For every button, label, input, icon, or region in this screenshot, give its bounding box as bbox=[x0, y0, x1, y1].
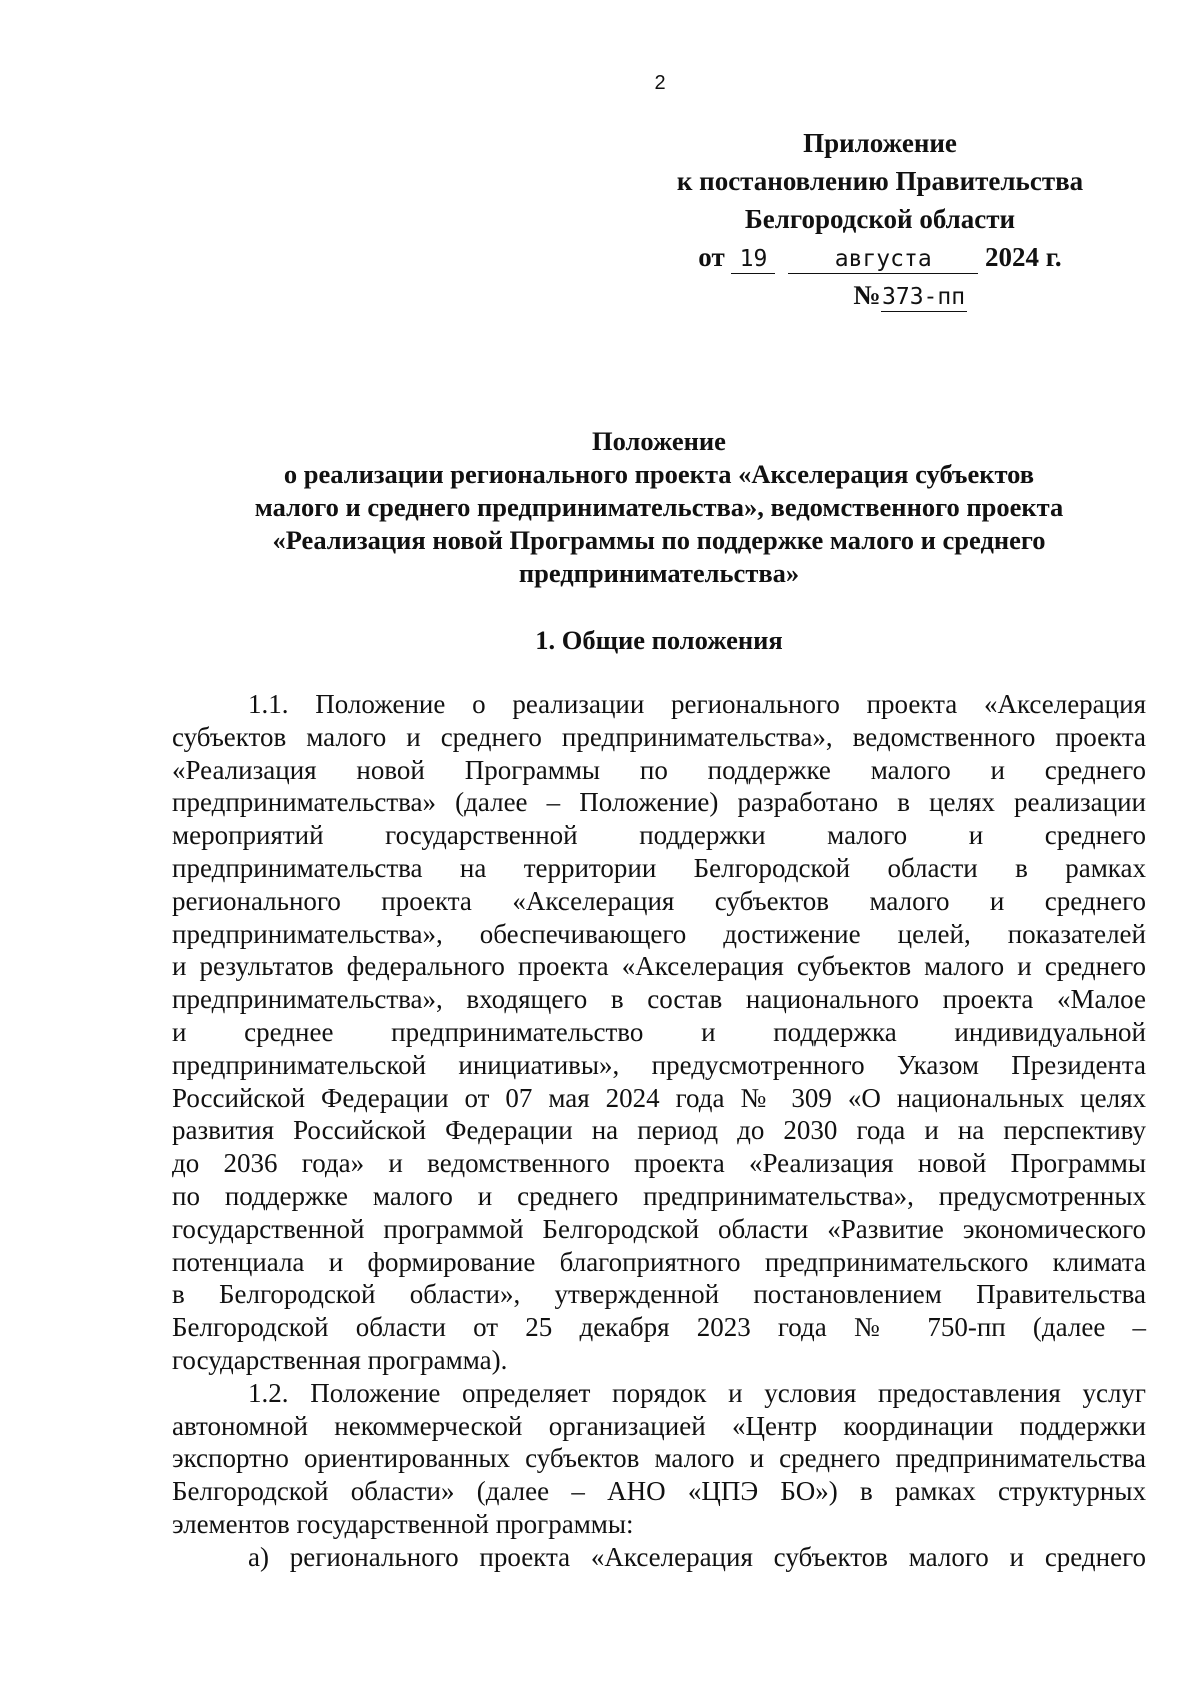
text-line: государственной программой Белгородской области «Развитие экономического bbox=[172, 1213, 1146, 1244]
text-line: до 2036 года» и ведомственного проекта «Реализация новой Программы bbox=[172, 1148, 1146, 1179]
text-line: по поддержке малого и среднего предпринимательства», предусмотренных bbox=[172, 1180, 1146, 1211]
document-title bbox=[172, 425, 1146, 590]
text-line: и среднее предпринимательство и поддержка индивидуальной bbox=[172, 1016, 1146, 1047]
resolution-number: 373-пп bbox=[882, 284, 966, 310]
text-line: предпринимательства» (далее – Положение) разработано в целях реализации bbox=[172, 787, 1146, 818]
text-line: мероприятий государственной поддержки малого и среднего bbox=[172, 820, 1146, 851]
text-line: предпринимательской инициативы», предусмотренного Указом Президента bbox=[172, 1049, 1146, 1080]
page-number: 2 bbox=[654, 72, 666, 94]
text-line: предпринимательства», обеспечивающего достижение целей, показателей bbox=[172, 918, 1146, 949]
title-line: о реализации регионального проекта «Акселерация субъектов bbox=[283, 459, 1035, 489]
appendix-resolution-line: к постановлению Правительства bbox=[676, 166, 1084, 196]
text-line: и результатов федерального проекта «Акселерация субъектов малого и среднего bbox=[172, 951, 1146, 982]
date-month: августа bbox=[788, 245, 978, 274]
appendix-title: Приложение bbox=[803, 128, 957, 158]
date-prefix: от bbox=[698, 242, 725, 272]
text-line: Белгородской области» (далее – АНО «ЦПЭ БО») в рамках структурных bbox=[172, 1476, 1146, 1507]
text-line: субъектов малого и среднего предпринимательства», ведомственного проекта bbox=[172, 721, 1146, 752]
text-line: 1.2. Положение определяет порядок и условия предоставления услуг bbox=[248, 1377, 1146, 1408]
text-line: регионального проекта «Акселерация субъектов малого и среднего bbox=[172, 885, 1146, 916]
text-line: потенциала и формирование благоприятного предпринимательского климата bbox=[172, 1246, 1146, 1277]
text-line: автономной некоммерческой организацией «Центр координации поддержки bbox=[172, 1410, 1146, 1441]
date-year: 2024 г. bbox=[984, 242, 1062, 272]
text-line: Белгородской области от 25 декабря 2023 года № 750-пп (далее – bbox=[172, 1312, 1146, 1343]
text-line: 1.1. Положение о реализации регионального проекта «Акселерация bbox=[248, 689, 1146, 719]
appendix-region-line: Белгородской области bbox=[744, 204, 1016, 234]
text-line: государственная программа). bbox=[172, 1344, 508, 1375]
text-line: «Реализация новой Программы по поддержке малого и среднего bbox=[172, 754, 1146, 785]
text-line: экспортно ориентированных субъектов малого и среднего предпринимательства bbox=[172, 1443, 1146, 1474]
number-prefix: № bbox=[853, 280, 881, 310]
date-day: 19 bbox=[731, 245, 775, 274]
text-line: элементов государственной программы: bbox=[172, 1508, 634, 1539]
body-text bbox=[172, 688, 1146, 1574]
text-line: а) регионального проекта «Акселерация субъектов малого и среднего bbox=[248, 1541, 1146, 1572]
title-line: малого и среднего предпринимательства», ведомственного проекта bbox=[254, 492, 1064, 522]
text-line: предпринимательства», входящего в состав национального проекта «Малое bbox=[172, 984, 1146, 1015]
text-line: развития Российской Федерации на период до 2030 года и на перспективу bbox=[172, 1115, 1146, 1146]
title-line: «Реализация новой Программы по поддержке малого и среднего bbox=[272, 525, 1046, 555]
text-line: в Белгородской области», утвержденной постановлением Правительства bbox=[172, 1279, 1146, 1310]
title-line: Положение bbox=[592, 426, 726, 456]
section-heading: 1. Общие положения bbox=[535, 625, 783, 655]
text-line: Российской Федерации от 07 мая 2024 года № 309 «О национальных целях bbox=[172, 1082, 1146, 1113]
appendix-block bbox=[660, 124, 1100, 314]
appendix-number-line bbox=[660, 276, 1100, 314]
appendix-date-line bbox=[660, 238, 1100, 276]
title-line: предпринимательства» bbox=[518, 558, 800, 588]
text-line: предпринимательства на территории Белгородской области в рамках bbox=[172, 852, 1146, 883]
